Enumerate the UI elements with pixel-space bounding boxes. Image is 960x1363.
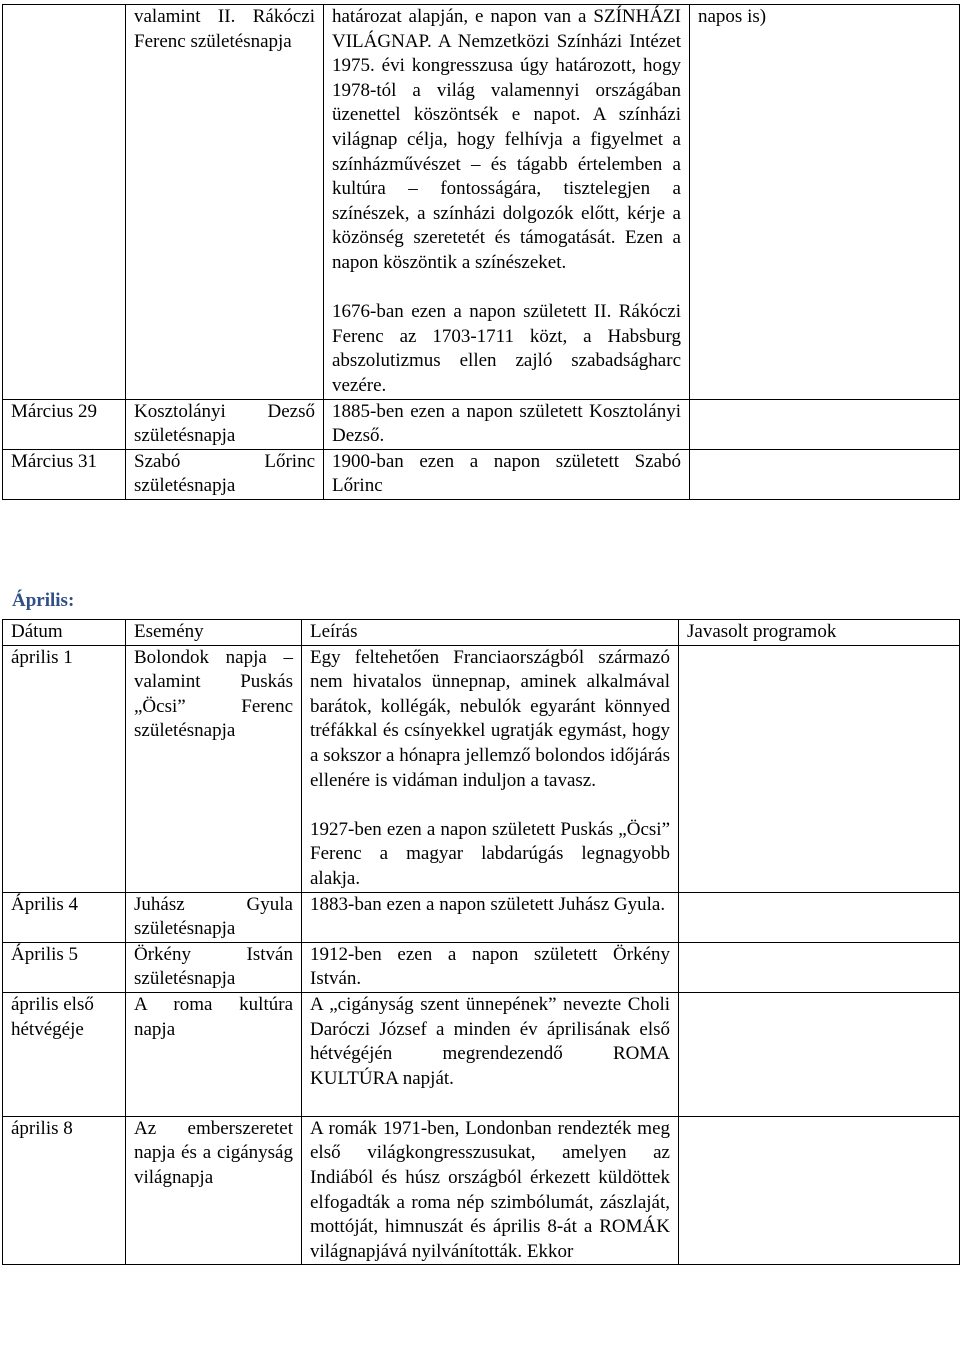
date-cell: április 1 [3,645,126,892]
programs-cell [679,892,960,942]
header-event: Esemény [126,620,302,646]
table-row [3,992,960,1116]
march-table [2,4,960,500]
date-cell: április 8 [3,1116,126,1265]
date-cell: Március 31 [3,449,126,499]
event-cell: Kosztolányi Dezső születésnapja [126,399,324,449]
table-row [3,1116,960,1265]
programs-cell [679,942,960,992]
table-row [3,399,960,449]
description-cell [302,645,679,892]
date-cell: Április 5 [3,942,126,992]
event-cell: Az emberszeretet napja és a cigányság világnapja [126,1116,302,1265]
event-cell: Szabó Lőrinc születésnapja [126,449,324,499]
description-cell: 1883-ban ezen a napon született Juhász Gyula. [302,892,679,942]
table-row [3,892,960,942]
programs-cell [679,645,960,892]
april-table [2,619,960,1265]
header-date: Dátum [3,620,126,646]
event-cell: Bolondok napja – valamint Puskás „Öcsi” Ferenc születésnapja [126,645,302,892]
description-text: A „cigányság szent ünnepének” nevezte Choli Daróczi József a minden év áprilisának első hétvégéjén megrendezendő ROMA KULTÚRA napját. [310,993,670,1089]
table-row [3,5,960,400]
event-cell: Juhász Gyula születésnapja [126,892,302,942]
description-cell: A romák 1971-ben, Londonban rendezték meg első világkongresszusukat, amelyen az Indiából és húsz országból érkezett küldöttek elfogadták a roma nép szimbólumát, zászlaját, mottóját, himnuszát és április 8-át a ROMÁK világnapjává nyilvánították. Ekkor [302,1116,679,1265]
description-cell: 1900-ban ezen a napon született Szabó Lőrinc [324,449,690,499]
description-text: határozat alapján, e napon van a SZÍNHÁZI VILÁGNAP. A Nemzetközi Színházi Intézet 1975. évi kongresszusa úgy határozott, hogy 1978-tól a világ valamennyi országában üzenettel köszöntsék e napot. A színházi világnap célja, hogy felhívja a figyelmet a színházművészet – és tágabb értelemben a kultúra – fontosságára, tisztelegjen a színészek, a színházi dolgozók előtt, kérje a közönség szeretetét és támogatását. Ezen a napon köszöntik a színészeket. [332,6,681,273]
programs-cell [690,449,960,499]
description-text-2: 1676-ban ezen a napon született II. Rákóczi Ferenc az 1703-1711 közt, a Habsburg abszolutizmus ellen zajló szabadságharc vezére. [332,301,681,396]
description-cell [324,5,690,400]
event-cell: A roma kultúra napja [126,992,302,1116]
description-text: Egy feltehetően Franciaországból származó nem hivatalos ünnepnap, aminek alkalmával barátok, kollégák, nebulók egyaránt könnyed tréfákkal és csínyekkel ugratják egymást, hogy a sokszor a hónapra jellemző bolondos időjárás ellenére is vidáman induljon a tavasz. [310,646,670,791]
description-text-2: 1927-ben ezen a napon született Puskás „Öcsi” Ferenc a magyar labdarúgás legnagyobb alakja. [310,818,670,889]
programs-cell [679,992,960,1116]
table-row [3,942,960,992]
table-row [3,449,960,499]
description-cell: 1885-ben ezen a napon született Kosztolányi Dezső. [324,399,690,449]
event-cell: Örkény István születésnapja [126,942,302,992]
table-row [3,645,960,892]
programs-cell [679,1116,960,1265]
header-description: Leírás [302,620,679,646]
date-cell: április első hétvégéje [3,992,126,1116]
section-heading-april: Április: [12,590,75,611]
date-cell: Április 4 [3,892,126,942]
table-header-row [3,620,960,646]
event-cell: valamint II. Rákóczi Ferenc születésnapja [126,5,324,400]
description-cell: 1912-ben ezen a napon született Örkény István. [302,942,679,992]
description-cell [302,992,679,1116]
programs-cell [690,399,960,449]
date-cell: Március 29 [3,399,126,449]
date-cell [3,5,126,400]
header-programs: Javasolt programok [679,620,960,646]
programs-cell: napos is) [690,5,960,400]
